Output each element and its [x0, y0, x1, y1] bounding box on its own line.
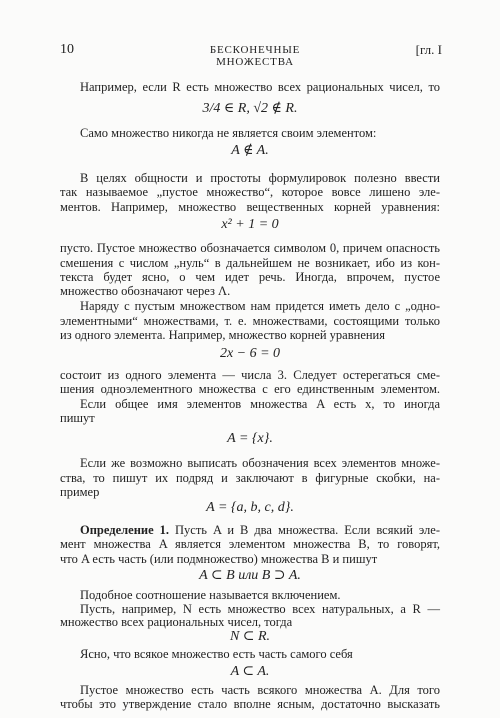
formula: A ∉ A.: [231, 143, 269, 159]
text-line: состоит из одного элемента — числа 3. Следует остерегаться сме-: [60, 368, 440, 382]
text-line: смешения с числом „нуль“ в дальнейшем не возникает, ибо из кон-: [60, 255, 440, 270]
text-line: текста будет ясно, о чем идет речь. Иногда, впрочем, пустое: [60, 269, 440, 284]
formula: A ⊂ A.: [230, 663, 270, 679]
formula: A ⊂ B или B ⊃ A.: [199, 567, 301, 583]
text-line: шения одноэлементного множества с его единственным элементом.: [60, 382, 440, 397]
definition-label: Определение 1.: [80, 523, 170, 538]
chapter-marker: [гл. I: [415, 42, 442, 57]
formula: x² + 1 = 0: [221, 217, 279, 233]
text-line: Пустое множество есть часть всякого множества A. Для того: [80, 682, 440, 697]
text-line: пишут: [60, 410, 95, 425]
running-title: БЕСКОНЕЧНЫЕ МНОЖЕСТВА: [209, 44, 301, 68]
text-line: элементными“ множествами, т. е. множествами, состоящими только: [60, 313, 440, 328]
formula: 2x − 6 = 0: [219, 345, 281, 361]
text-line: Само множество никогда не является своим элементом:: [80, 125, 377, 140]
text-line: из одного элемента. Например, множество корней уравнения: [60, 327, 385, 342]
text-line: ства, то пишут их подряд и заключают в фигурные скобки, на-: [60, 470, 440, 485]
formula: N ⊂ R.: [229, 629, 271, 645]
text-line: мент множества A является элементом множества B, то говорят,: [60, 537, 440, 552]
text-line: так называемое „пустое множество“, которое вовсе лишено эле-: [60, 185, 440, 200]
formula: 3/4 ∈ R, √2 ∉ R.: [202, 101, 298, 117]
text-line: Пусть, например, N есть множество всех натуральных, а R —: [80, 601, 440, 616]
text-line: пусто. Пустое множество обозначается символом 0, причем опасность: [60, 241, 440, 256]
text-line: Например, если R есть множество всех рациональных чисел, то: [80, 80, 440, 94]
text-fragment: Пусть A и B два множества. Если всякий эле-: [175, 523, 440, 538]
text-line: Если же возможно выписать обозначения всех элементов множе-: [80, 456, 440, 471]
text-line: Наряду с пустым множеством нам придется иметь дело с „одно-: [80, 299, 440, 314]
formula: A = {a, b, c, d}.: [206, 499, 294, 515]
text-line: Если общее имя элементов множества A есть x, то иногда: [80, 396, 440, 411]
page-number: 10: [60, 42, 74, 57]
text-line: чтобы это утверждение стало вполне ясным, достаточно высказать: [60, 697, 440, 711]
formula: A = {x}.: [227, 431, 273, 447]
text-line: Ясно, что всякое множество есть часть самого себя: [80, 647, 353, 662]
text-line: множество обозначают через Λ.: [60, 284, 231, 299]
text-line: что A есть часть (или подмножество) множества B и пишут: [60, 551, 378, 566]
text-line: В целях общности и простоты формулировок полезно ввести: [80, 170, 440, 185]
text-line: Подобное соотношение называется включением.: [80, 588, 341, 603]
text-line: ментов. Например, множество вещественных корней уравнения:: [60, 199, 440, 214]
text-line: множество всех рациональных чисел, тогда: [60, 615, 293, 629]
text-line: пример: [60, 484, 100, 499]
